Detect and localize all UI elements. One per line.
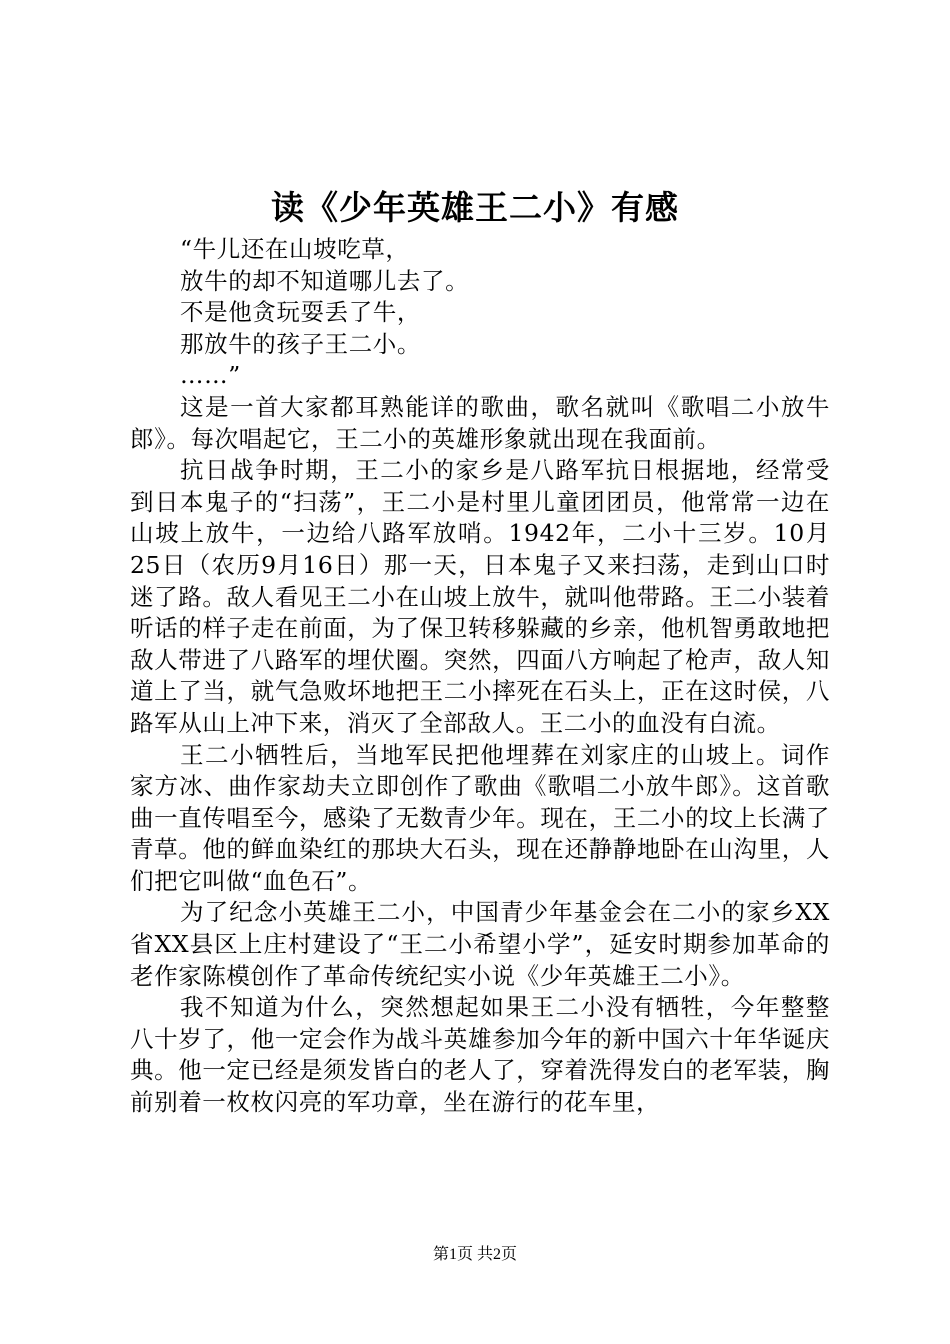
paragraph: 王二小牺牲后，当地军民把他埋葬在刘家庄的山坡上。词作家方冰、曲作家劫夫立即创作了歌曲《歌唱二小放牛郎》。这首歌曲一直传唱至今，感染了无数青少年。现在，王二小的坟上长满了青草。他的鲜血染红的那块大石头，现在还静静地卧在山沟里，人们把它叫做“血色石”。 (130, 740, 830, 895)
verse-line: “牛儿还在山坡吃草， (180, 235, 410, 263)
paragraph: 为了纪念小英雄王二小，中国青少年基金会在二小的家乡XX省XX县区上庄村建设了“王二小希望小学”，延安时期参加革命的老作家陈模创作了革命传统纪实小说《少年英雄王二小》。 (130, 898, 830, 990)
document-title: 读《少年英雄王二小》有感 (271, 188, 679, 227)
verse-line: ……” (180, 361, 241, 390)
verse-line: 放牛的却不知道哪儿去了。 (180, 266, 470, 295)
verse-line: 那放牛的孩子王二小。 (180, 329, 421, 358)
document-body (130, 234, 830, 1119)
verse-line: 不是他贪玩耍丢了牛， (180, 298, 421, 327)
paragraph: 抗日战争时期，王二小的家乡是八路军抗日根据地，经常受到日本鬼子的“扫荡”，王二小是村里儿童团团员，他常常一边在山坡上放牛，一边给八路军放哨。1942年，二小十三岁。10月25日（农历9月16日）那一天，日本鬼子又来扫荡，走到山口时迷了路。敌人看见王二小在山坡上放牛，就叫他带路。王二小装着听话的样子走在前面，为了保卫转移躲藏的乡亲，他机智勇敢地把敌人带进了八路军的埋伏圈。突然，四面八方响起了枪声，敌人知道上了当，就气急败坏地把王二小摔死在石头上，正在这时侯，八路军从山上冲下来，消灭了全部敌人。王二小的血没有白流。 (130, 456, 830, 737)
paragraph: 这是一首大家都耳熟能详的歌曲，歌名就叫《歌唱二小放牛郎》。每次唱起它，王二小的英雄形象就出现在我面前。 (130, 392, 830, 453)
page-footer: 第1页 共2页 (432, 1246, 517, 1263)
paragraph: 我不知道为什么，突然想起如果王二小没有牺牲，今年整整八十岁了，他一定会作为战斗英雄参加今年的新中国六十年华诞庆典。他一定已经是须发皆白的老人了，穿着洗得发白的老军装，胸前别着一枚枚闪亮的军功章，坐在游行的花车里， (130, 993, 830, 1117)
